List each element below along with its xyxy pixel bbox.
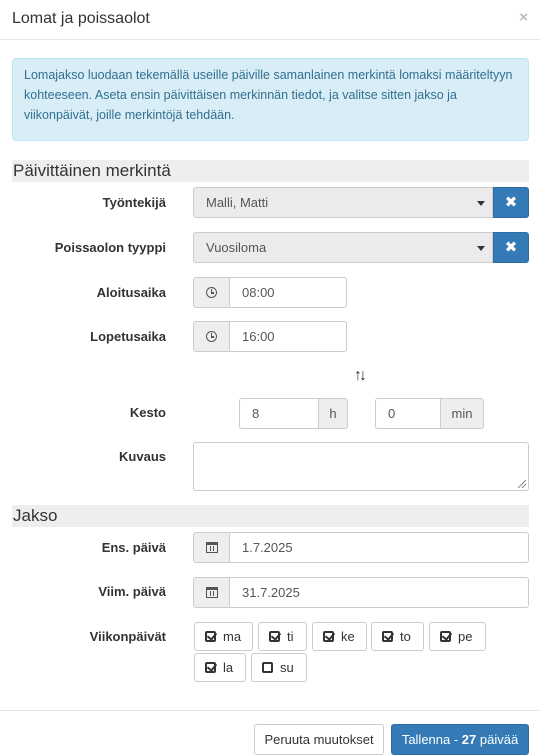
employee-value: Malli, Matti <box>206 195 269 210</box>
start-time-addon <box>193 277 230 308</box>
save-button[interactable] <box>391 724 529 755</box>
dialog-header <box>0 0 540 40</box>
start-time-label: Aloitusaika <box>96 285 166 300</box>
checkbox-checked-icon <box>205 662 216 673</box>
checkbox-checked-icon <box>440 631 451 642</box>
save-label-prefix: Tallenna - <box>401 732 462 747</box>
weekday-label: ke <box>341 629 355 644</box>
minutes-input[interactable]: 0 <box>375 398 441 429</box>
employee-select[interactable] <box>193 187 493 218</box>
end-time-addon <box>193 321 230 352</box>
hours-input[interactable]: 8 <box>239 398 319 429</box>
clear-employee-button[interactable] <box>493 187 529 218</box>
description-label: Kuvaus <box>119 449 166 464</box>
clock-icon <box>206 331 217 342</box>
save-day-count: 27 <box>461 732 477 747</box>
hours-unit: h <box>318 398 348 429</box>
absence-type-value: Vuosiloma <box>206 240 267 255</box>
weekday-label: ti <box>287 629 294 644</box>
weekday-ti-checkbox[interactable] <box>258 622 307 651</box>
first-day-addon <box>193 532 230 563</box>
minutes-unit: min <box>440 398 484 429</box>
weekday-label: la <box>223 660 234 675</box>
weekdays-label: Viikonpäivät <box>89 629 166 644</box>
calendar-icon <box>206 542 218 553</box>
daily-section-heading: Päivittäinen merkintä <box>12 160 529 182</box>
checkbox-checked-icon <box>269 631 280 642</box>
weekday-pe-checkbox[interactable] <box>429 622 486 651</box>
chevron-down-icon <box>477 201 485 206</box>
checkbox-checked-icon <box>382 631 393 642</box>
checkbox-checked-icon <box>205 631 216 642</box>
absence-type-select[interactable] <box>193 232 493 263</box>
employee-label: Työntekijä <box>102 195 166 210</box>
end-time-label: Lopetusaika <box>90 329 166 344</box>
weekday-ke-checkbox[interactable] <box>312 622 367 651</box>
swap-icon[interactable]: ↑↓ <box>354 367 364 384</box>
weekday-label: pe <box>458 629 473 644</box>
checkbox-unchecked-icon <box>262 662 273 673</box>
weekday-to-checkbox[interactable] <box>371 622 424 651</box>
clear-absence-type-button[interactable] <box>493 232 529 263</box>
close-icon[interactable]: × <box>519 9 528 26</box>
footer-divider <box>0 710 540 711</box>
start-time-input[interactable]: 08:00 <box>229 277 347 308</box>
chevron-down-icon <box>477 246 485 251</box>
calendar-icon <box>206 587 218 598</box>
period-section-heading: Jakso <box>12 505 529 527</box>
resize-handle-icon[interactable] <box>518 480 526 488</box>
clear-icon: ✖ <box>504 194 518 211</box>
weekday-label: to <box>400 629 411 644</box>
absence-type-label: Poissaolon tyyppi <box>54 240 166 255</box>
clear-icon: ✖ <box>504 239 518 256</box>
description-textarea[interactable] <box>193 442 529 491</box>
last-day-input[interactable]: 31.7.2025 <box>229 577 529 608</box>
weekday-ma-checkbox[interactable] <box>194 622 253 651</box>
cancel-button[interactable]: Peruuta muutokset <box>254 724 384 755</box>
info-alert: Lomajakso luodaan tekemällä useille päiville samanlainen merkintä lomaksi määriteltyyn kohteeseen. Aseta ensin päivittäisen merkinnän tiedot, ja valitse sitten jakso ja viikonpäivät, joille merkintöjä tehdään. <box>12 58 529 141</box>
weekday-su-checkbox[interactable] <box>251 653 307 682</box>
clock-icon <box>206 287 217 298</box>
last-day-addon <box>193 577 230 608</box>
checkbox-checked-icon <box>323 631 334 642</box>
duration-label: Kesto <box>129 405 166 420</box>
weekday-la-checkbox[interactable] <box>194 653 246 682</box>
weekday-label: ma <box>223 629 242 644</box>
first-day-label: Ens. päivä <box>101 540 166 555</box>
save-label-suffix: päivää <box>476 732 519 747</box>
last-day-label: Viim. päivä <box>98 584 166 599</box>
weekday-label: su <box>280 660 294 675</box>
end-time-input[interactable]: 16:00 <box>229 321 347 352</box>
first-day-input[interactable]: 1.7.2025 <box>229 532 529 563</box>
dialog-title: Lomat ja poissaolot <box>12 10 150 27</box>
